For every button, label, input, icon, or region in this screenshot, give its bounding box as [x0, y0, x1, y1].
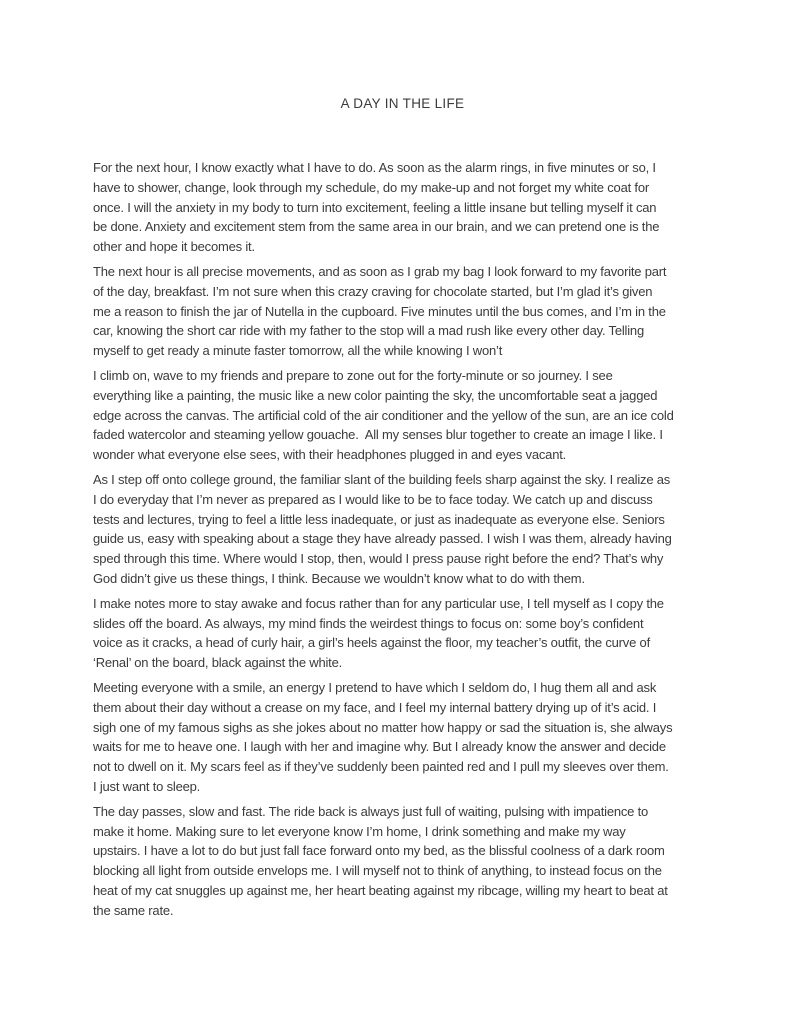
text-line: once. I will the anxiety in my body to turn into excitement, feeling a little insane but telling myself it can	[93, 199, 657, 215]
text-line: I make notes more to stay awake and focus rather than for any particular use, I tell myself as I copy the	[93, 595, 664, 611]
text-line: For the next hour, I know exactly what I have to do. As soon as the alarm rings, in five minutes or so, I	[93, 160, 656, 175]
text-line: upstairs. I have a lot to do but just fall face forward onto my bed, as the blissful coolness of a dark room	[93, 843, 665, 859]
text-line: As I step off onto college ground, the familiar slant of the building feels sharp against the sky. I realize as	[93, 471, 671, 487]
document-body	[93, 158, 712, 920]
text-line: The next hour is all precise movements, and as soon as I grab my bag I look forward to my favorite part	[93, 263, 667, 279]
paragraph	[93, 366, 712, 465]
text-line: God didn’t give us these things, I think. Because we wouldn’t know what to do with them.	[93, 570, 585, 586]
text-line: other and hope it becomes it.	[93, 239, 255, 255]
text-line: faded watercolor and steaming yellow gouache. All my senses blur together to create an image I like. I	[93, 427, 663, 443]
text-line: be done. Anxiety and excitement stem from the same area in our brain, and we can pretend one is the	[93, 219, 660, 235]
text-line: the same rate.	[93, 902, 174, 918]
paragraph	[93, 678, 712, 797]
text-line: have to shower, change, look through my schedule, do my make-up and not forget my white coat for	[93, 179, 650, 195]
text-line: not to dwell on it. My scars feel as if they’ve suddenly been painted red and I pull my sleeves over them.	[93, 759, 669, 775]
text-line: tests and lectures, trying to feel a little less inadequate, or just as inadequate as everyone else. Seniors	[93, 511, 665, 527]
text-line: The day passes, slow and fast. The ride back is always just full of waiting, pulsing with impatience to	[93, 803, 649, 819]
text-line: wonder what everyone else sees, with their headphones plugged in and eyes vacant.	[93, 447, 567, 463]
paragraph	[93, 594, 712, 673]
text-line: me a reason to finish the jar of Nutella in the cupboard. Five minutes until the bus comes, and I’m in the	[93, 303, 666, 319]
paragraph	[93, 802, 712, 921]
text-line: sped through this time. Where would I stop, then, would I press pause right before the end? That’s why	[93, 551, 664, 567]
text-line: I do everyday that I’m never as prepared as I would like to be to face today. We catch up and discuss	[93, 491, 653, 507]
text-line: blocking all light from outside envelops me. I will myself not to think of anything, to instead focus on the	[93, 863, 662, 879]
paragraph	[93, 158, 712, 257]
text-line: voice as it cracks, a head of curly hair, a girl’s heels against the floor, my teacher’s outfit, the curve of	[93, 635, 650, 651]
text-line: I just want to sleep.	[93, 778, 201, 794]
page-title: A DAY IN THE LIFE	[340, 96, 465, 111]
text-line: sigh one of my famous sighs as she jokes about no matter how happy or sad the situation is, she always	[93, 719, 673, 735]
paragraph	[93, 262, 712, 361]
text-line: of the day, breakfast. I’m not sure when this crazy craving for chocolate started, but I’m glad it’s given	[93, 283, 653, 299]
text-line: myself to get ready a minute faster tomorrow, all the while knowing I won’t	[93, 343, 503, 359]
text-line: heat of my cat snuggles up against me, her heart beating against my ribcage, willing my heart to beat at	[93, 882, 668, 898]
text-line: ‘Renal’ on the board, black against the white.	[93, 655, 343, 671]
text-line: guide us, easy with speaking about a stage they have already passed. I wish I was them, already having	[93, 531, 672, 547]
text-line: I climb on, wave to my friends and prepare to zone out for the forty-minute or so journey. I see	[93, 367, 613, 383]
text-line: them about their day without a crease on my face, and I feel my internal battery drying up of it’s acid. I	[93, 699, 657, 715]
text-line: make it home. Making sure to let everyone know I’m home, I drink something and make my way	[93, 823, 626, 839]
text-line: waits for me to heave one. I laugh with her and imagine why. But I already know the answer and decide	[93, 739, 666, 755]
text-line: Meeting everyone with a smile, an energy I pretend to have which I seldom do, I hug them all and ask	[93, 679, 657, 695]
text-line: edge across the canvas. The artificial cold of the air conditioner and the yellow of the sun, are an ice cold	[93, 407, 674, 423]
text-line: slides off the board. As always, my mind finds the weirdest things to focus on: some boy’s confident	[93, 615, 644, 631]
paragraph	[93, 470, 712, 589]
text-line: everything like a painting, the music like a new color painting the sky, the uncomfortable seat a jagged	[93, 387, 658, 403]
text-line: car, knowing the short car ride with my father to the stop will a mad rush like every other day. Telling	[93, 323, 644, 339]
